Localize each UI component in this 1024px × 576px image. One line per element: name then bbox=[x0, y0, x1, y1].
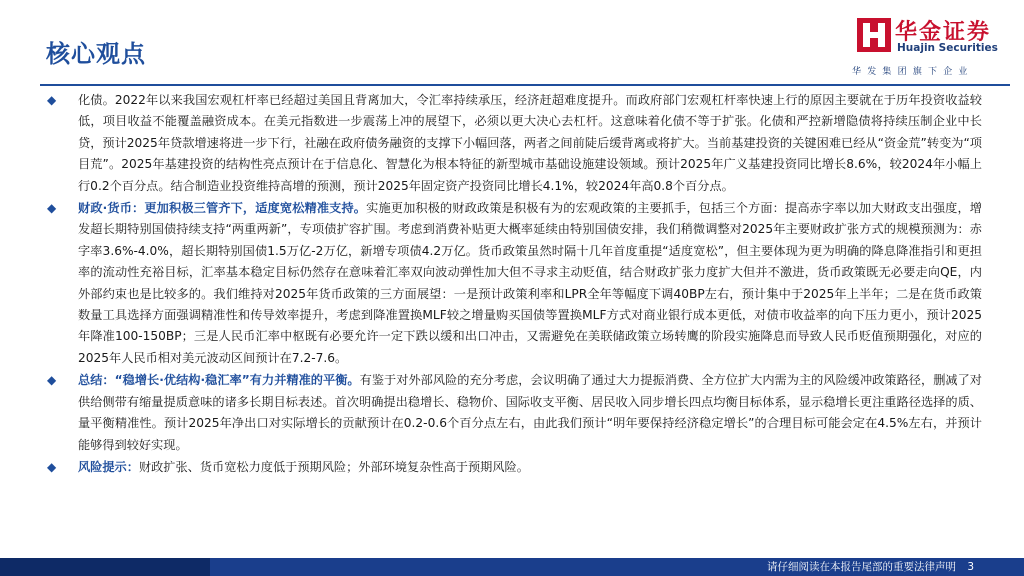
title-divider bbox=[40, 84, 1010, 86]
point-lead: 财政·货币：更加积极三管齐下，适度宽松精准支持。 bbox=[78, 201, 367, 216]
point-text: 财政扩张、货币宽松力度低于预期风险；外部环境复杂性高于预期风险。 bbox=[138, 459, 529, 474]
point-text: 化债。2022年以来我国宏观杠杆率已经超过美国且背离加大，令汇率持续承压，经济赶超难度提升。而政府部门宏观杠杆率快速上行的原因主要就在于历年投资收益较低，项目收益不能覆盖融资成本。在美元指数进一步震荡上冲的展望下，必须以更大决心去杠杆。这意味着化债不等于扩张。化债和严控新增隐债将持续压制企业中长贷，预计2025年贷款增速将进一步下行，社融在政府债务融资的支撑下小幅回落，两者之间前陡后缓背离或将扩大。当前基建投资的关键困难已经从“资金荒”转变为“项目荒”。2025年基建投资的结构性亮点预计在于信息化、智慧化为根本特征的新型城市基础设施建设领域。预计2025年广义基建投资同比增长8.6%，较2024年小幅上行0.2个百分点。结合制造业投资维持高增的预测，预计2025年固定资产投资同比增长4.1%，较2024年高0.8个百分点。 bbox=[78, 93, 982, 193]
logo-name: 华金证券 bbox=[895, 20, 992, 45]
point-risk bbox=[47, 457, 982, 478]
page-title: 核心观点 bbox=[46, 40, 146, 68]
point-text: 有鉴于对外部风险的充分考虑，会议明确了通过大力提振消费、全方位扩大内需为主的风险缓冲政策路径，删减了对供给侧带有缩量提质意味的诸多长期目标表述。首次明确提出稳增长、稳物价、国际收支平衡、居民收入同步增长四点均衡目标体系，显示稳增长更注重路径选择的质、量平衡精准性。预计2025年净出口对实际增长的贡献预计在0.2-0.6个百分点左右，由此我们预计“明年要保持经济稳定增长”的合理目标可能会定在4.5%左右，并预计能够得到较好实现。 bbox=[78, 373, 982, 452]
point-lead: 风险提示： bbox=[78, 459, 139, 474]
diamond-bullet-icon: ◆ bbox=[47, 373, 57, 388]
point-fiscal-monetary bbox=[47, 198, 982, 369]
page-number: 3 bbox=[967, 561, 974, 573]
diamond-bullet-icon: ◆ bbox=[47, 459, 57, 474]
key-points-list bbox=[47, 90, 982, 479]
diamond-bullet-icon: ◆ bbox=[47, 201, 57, 216]
logo-english-name: Huajin Securities bbox=[897, 42, 998, 54]
logo-slogan: 华发集团旗下企业 bbox=[852, 67, 974, 77]
diamond-bullet-icon: ◆ bbox=[47, 93, 57, 107]
footer-bar bbox=[0, 558, 1024, 576]
point-deleveraging bbox=[47, 90, 982, 197]
point-summary bbox=[47, 370, 982, 456]
huajin-logo-icon bbox=[857, 18, 891, 52]
footer-disclaimer: 请仔细阅读在本报告尾部的重要法律声明 bbox=[767, 561, 956, 573]
point-text: 实施更加积极的财政政策是积极有为的宏观政策的主要抓手，包括三个方面：提高赤字率以加大财政支出强度，增发超长期特别国债持续支持“两重两新”，专项债扩容扩围。考虑到消费补贴更大概率延续由特别国债安排，我们稍微调整对2025年主要财政扩张方式的规模预测为：赤字率3.6%-4.0%，超长期特别国债1.5万亿-2万亿，新增专项债4.2万亿。货币政策虽然时隔十几年首度重提“适度宽松”，但主要体现为更为明确的降息降准指引和更担率的流动性充裕目标，汇率基本稳定目标仍然存在意味着汇率双向波动弹性加大但不寻求主动贬值，结合财政扩张力度扩大但并不激进，货币政策既无必要走向QE，内外部约束也是比较多的。我们维持对2025年货币政策的三方面展望：一是预计政策利率和LPR全年等幅度下调40BP左右，预计集中于2025年上半年；二是在货币政策数量工具选择方面强调精准性和传导效率提升，考虑到降准置换MLF较之增量购买国债等置换MLF方式对商业银行成本更低，对债市收益率的向下压力更小，预计2025年降准100-150BP；三是人民币汇率中枢既有必要允许一定下跌以缓和出口冲击，又需避免在美联储政策立场转鹰的阶段实施降息而导致人民币贬值预期强化，对应的2025年人民币相对美元波动区间预计在7.2-7.6。 bbox=[78, 201, 982, 365]
point-lead: 总结：“稳增长·优结构·稳汇率”有力并精准的平衡。 bbox=[78, 373, 360, 388]
company-logo bbox=[852, 14, 1007, 84]
